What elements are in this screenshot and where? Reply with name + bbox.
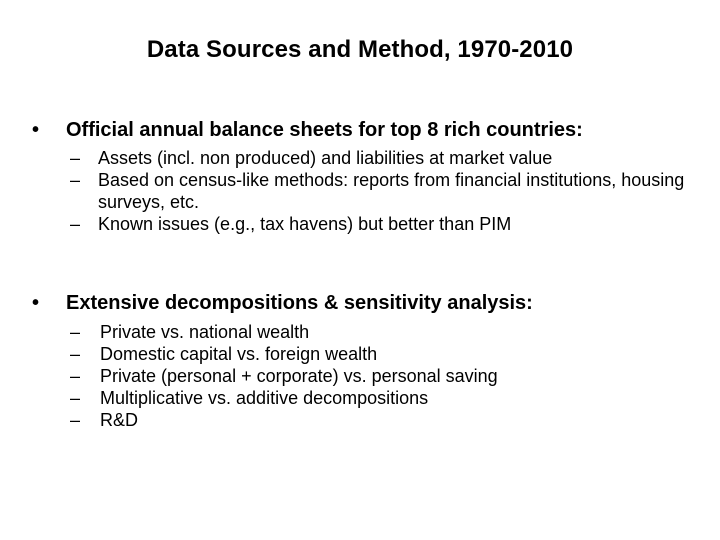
sub-list-decompositions xyxy=(70,321,690,431)
bullet-icon: • xyxy=(32,292,40,314)
bullet-decompositions xyxy=(32,291,702,315)
bullet-official-balance-sheets xyxy=(32,118,702,142)
bullet-icon: • xyxy=(32,119,40,141)
list-item xyxy=(70,365,690,387)
dash-icon: – xyxy=(70,214,81,234)
dash-icon: – xyxy=(70,344,81,364)
sub-list-balance-sheets xyxy=(70,147,690,235)
dash-icon: – xyxy=(70,388,81,408)
dash-icon: – xyxy=(70,170,81,190)
list-item xyxy=(70,387,690,409)
list-item-text: Domestic capital vs. foreign wealth xyxy=(100,344,378,364)
slide-title: Data Sources and Method, 1970-2010 xyxy=(146,36,574,63)
list-item-text: Multiplicative vs. additive decompositions xyxy=(100,388,429,408)
dash-icon: – xyxy=(70,366,81,386)
list-item xyxy=(70,147,690,169)
list-item xyxy=(70,321,690,343)
list-item-text: Known issues (e.g., tax havens) but better than PIM xyxy=(98,214,512,234)
bullet-heading: Extensive decompositions & sensitivity analysis: xyxy=(66,292,533,314)
list-item-text: Assets (incl. non produced) and liabilities at market value xyxy=(98,148,553,168)
list-item-text: Based on census-like methods: reports from financial institutions, housing surveys, etc. xyxy=(98,170,685,212)
list-item xyxy=(70,213,690,235)
bullet-heading: Official annual balance sheets for top 8 rich countries: xyxy=(66,119,583,141)
dash-icon: – xyxy=(70,148,81,168)
list-item xyxy=(70,409,690,431)
dash-icon: – xyxy=(70,322,81,342)
list-item-text: Private (personal + corporate) vs. personal saving xyxy=(100,366,498,386)
list-item-text: R&D xyxy=(100,410,139,430)
list-item-text: Private vs. national wealth xyxy=(100,322,310,342)
list-item xyxy=(70,169,690,213)
dash-icon: – xyxy=(70,410,81,430)
list-item xyxy=(70,343,690,365)
